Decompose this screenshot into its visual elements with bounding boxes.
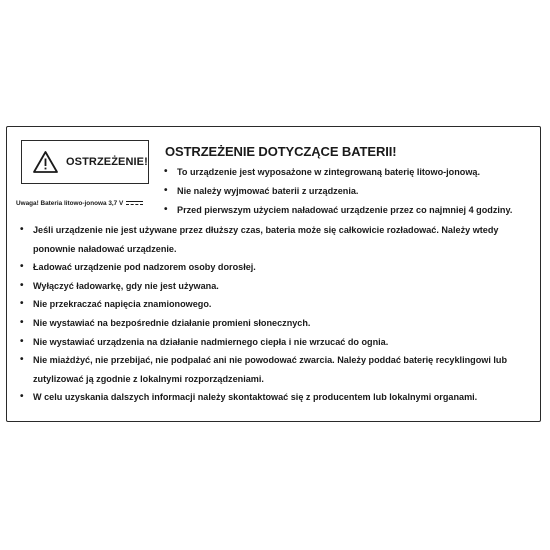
list-item: • Nie miażdżyć, nie przebijać, nie podpalać ani nie powodować zwarcia. Należy poddać baterię recyklingowi lub zutylizować ją zgodnie z lokalnymi rozporządzeniami. (19, 351, 531, 388)
list-item: • Przed pierwszym użyciem naładować urządzenie przez co najmniej 4 godziny. (163, 201, 512, 220)
top-list (163, 163, 512, 219)
list-item: • W celu uzyskania dalszych informacji należy skontaktować się z producentem lub lokalnymi organami. (19, 388, 531, 407)
list-item: • Ładować urządzenie pod nadzorem osoby dorosłej. (19, 258, 531, 277)
direct-current-icon (126, 201, 143, 207)
list-item: • Wyłączyć ładowarkę, gdy nie jest używana. (19, 277, 531, 296)
list-item: • Nie wystawiać urządzenia na działanie nadmiernego ciepła i nie wrzucać do ognia. (19, 333, 531, 352)
battery-note (16, 200, 143, 207)
bottom-list (19, 221, 531, 407)
page-title: OSTRZEŻENIE DOTYCZĄCE BATERII! (165, 144, 397, 159)
list-item: • Nie wystawiać na bezpośrednie działanie promieni słonecznych. (19, 314, 531, 333)
warning-box-label: OSTRZEŻENIE! (66, 156, 148, 168)
battery-note-text: Uwaga! Bateria litowo-jonowa 3,7 V (16, 200, 124, 207)
list-item: • Nie należy wyjmować baterii z urządzenia. (163, 182, 512, 201)
warning-box (21, 140, 149, 184)
battery-warning-label (6, 126, 541, 422)
list-item: • Nie przekraczać napięcia znamionowego. (19, 295, 531, 314)
list-item: • Jeśli urządzenie nie jest używane przez dłuższy czas, bateria może się całkowicie rozładować. Należy wtedy ponownie naładować urządzenie. (19, 221, 531, 258)
list-item: • To urządzenie jest wyposażone w zintegrowaną baterię litowo-jonową. (163, 163, 512, 182)
warning-triangle-icon (32, 150, 59, 174)
